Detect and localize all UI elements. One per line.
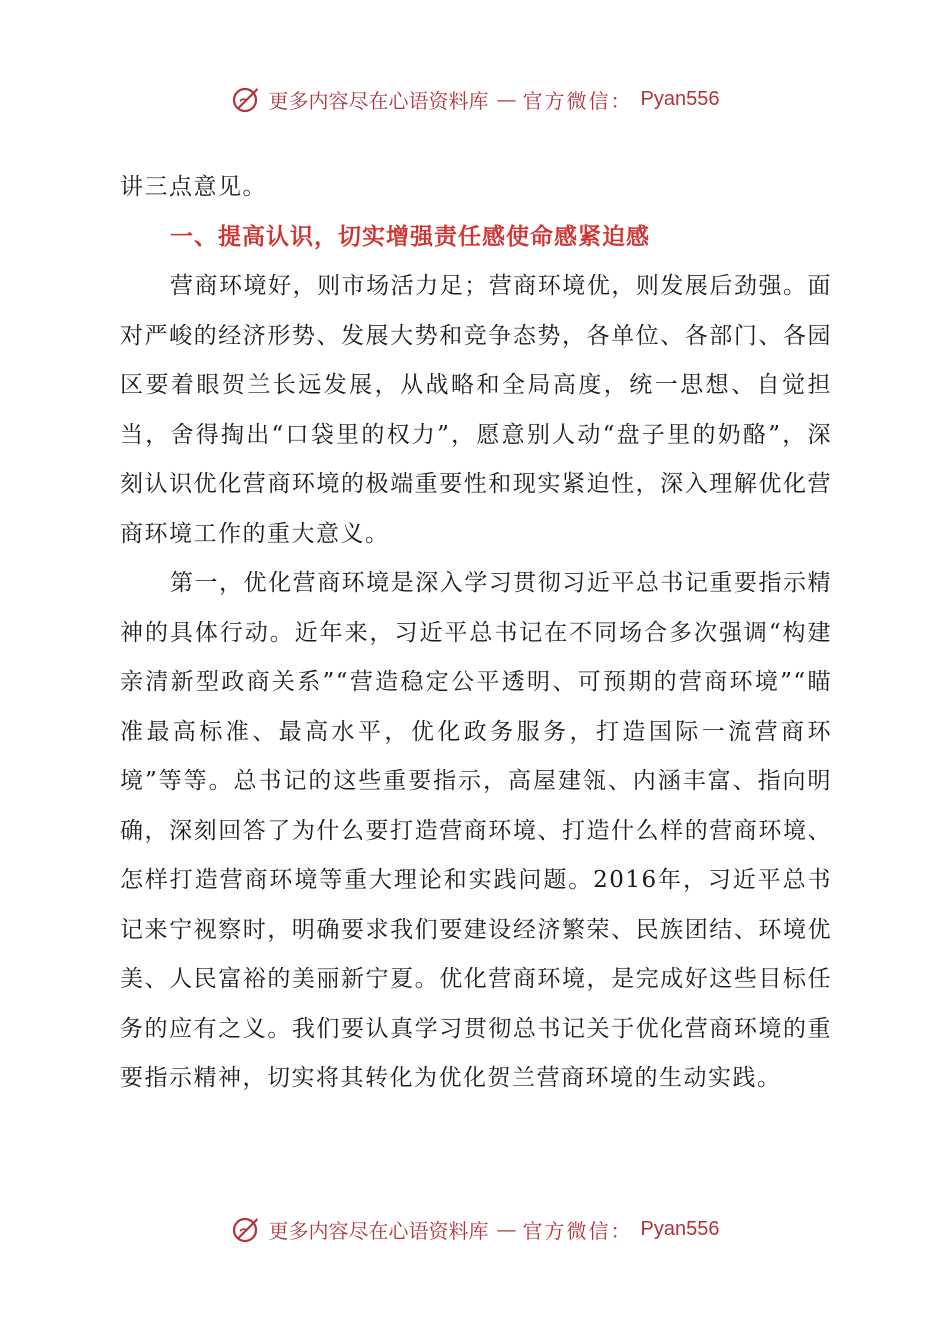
watermark-wechat-id: Pyan556 (640, 1217, 720, 1240)
document-body (120, 163, 832, 1104)
watermark-dash: — (496, 1217, 515, 1241)
section-heading: 一、提高认识，切实增强责任感使命感紧迫感 (170, 223, 650, 250)
watermark-brand: 更多内容尽在心语资料库 (268, 88, 489, 113)
paragraph-2: 第一，优化营商环境是深入学习贯彻习近平总书记重要指示精神的具体行动。近年来，习近平总书记在不同场合多次强调“构建亲清新型政商关系”“营造稳定公平透明、可预期的营商环境”“瞄准最高标准、最高水平，优化政务服务，打造国际一流营商环境”等等。总书记的这些重要指示，高屋建瓴、内涵丰富、指向明确，深刻回答了为什么要打造营商环境、打造什么样的营商环境、怎样打造营商环境等重大理论和实践问题。2016年，习近平总书记来宁视察时，明确要求我们要建设经济繁荣、民族团结、环境优美、人民富裕的美丽新宁夏。优化营商环境，是完成好这些目标任务的应有之义。我们要认真学习贯彻总书记关于优化营商环境的重要指示精神，切实将其转化为优化贺兰营商环境的生动实践。 (120, 570, 832, 1091)
pen-logo-icon (231, 1214, 261, 1244)
header-watermark (0, 84, 950, 114)
watermark-wechat-id: Pyan556 (640, 87, 720, 110)
watermark-wechat-label: 官方微信： (522, 1218, 633, 1243)
footer-watermark (0, 1214, 950, 1244)
watermark-wechat-label: 官方微信： (522, 88, 633, 113)
intro-line: 讲三点意见。 (120, 174, 267, 200)
pen-logo-icon (231, 84, 261, 114)
watermark-brand: 更多内容尽在心语资料库 (268, 1218, 489, 1243)
paragraph-1: 营商环境好，则市场活力足；营商环境优，则发展后劲强。面对严峻的经济形势、发展大势和竞争态势，各单位、各部门、各园区要着眼贺兰长远发展，从战略和全局高度，统一思想、自觉担当，舍得掏出“口袋里的权力”，愿意别人动“盘子里的奶酪”，深刻认识优化营商环境的极端重要性和现实紧迫性，深入理解优化营商环境工作的重大意义。 (120, 273, 832, 547)
watermark-dash: — (496, 87, 515, 111)
